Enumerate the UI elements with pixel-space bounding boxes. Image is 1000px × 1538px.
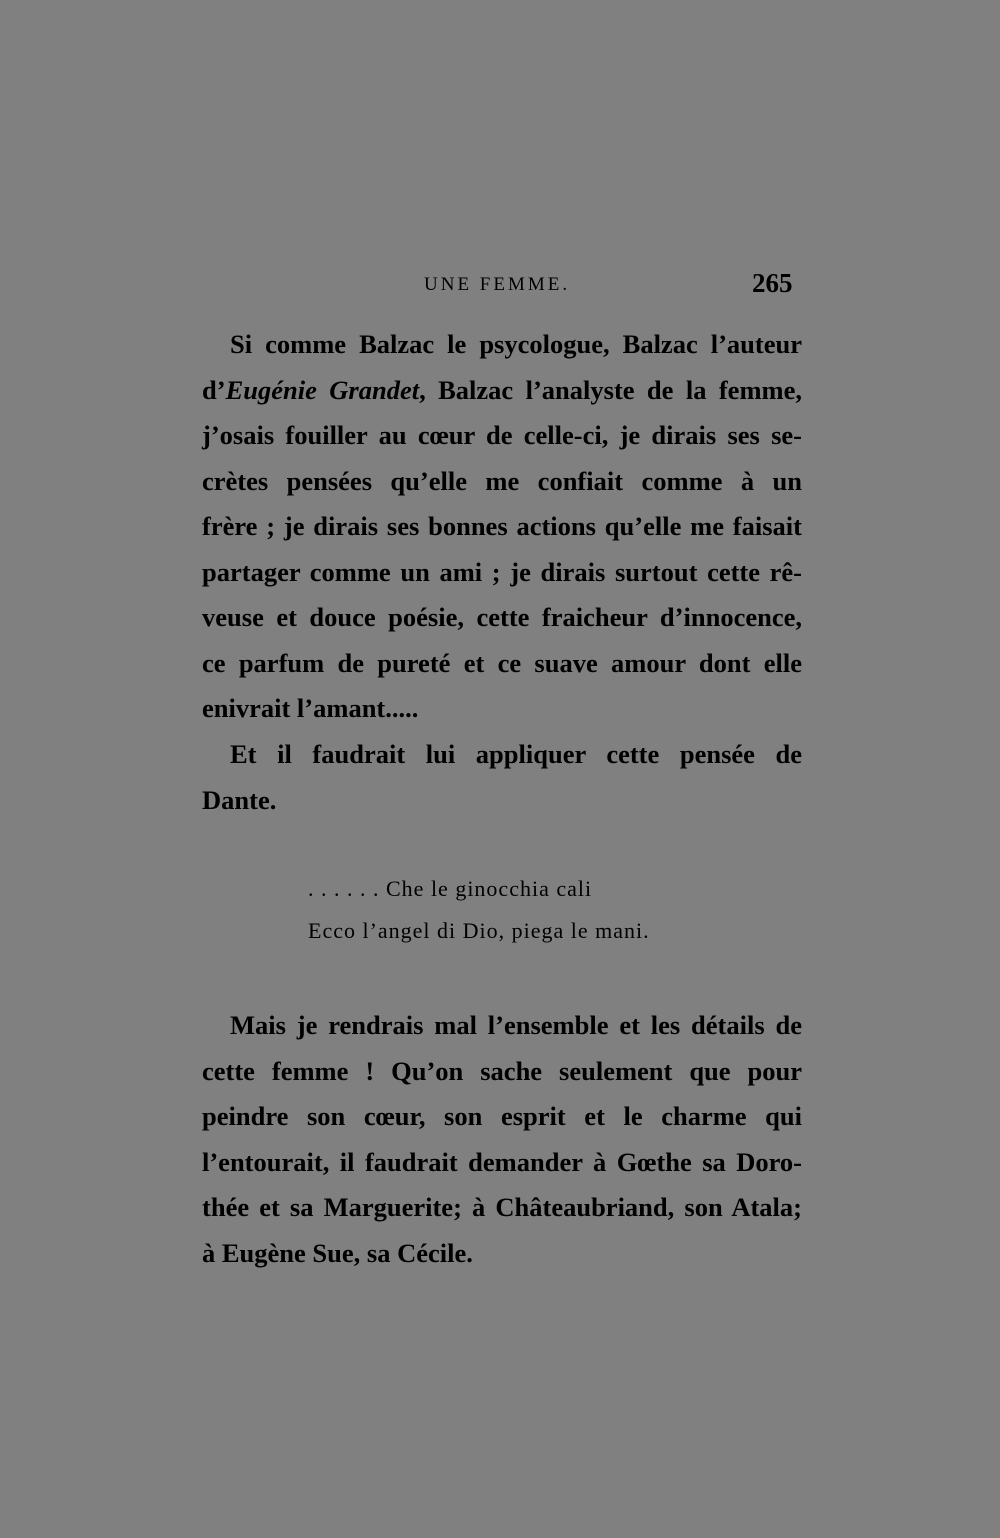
paragraph-line: crètes pensées qu’elle me confiait comme à un [202,465,802,496]
paragraph-line: Mais je rendrais mal l’ensemble et les détails de [230,1010,802,1040]
paragraph-line: enivrait l’amant..... [202,693,419,723]
page-number: 265 [752,268,793,298]
paragraph-2 [202,732,802,823]
paragraph-3 [202,1003,802,1276]
paragraph-line: l’entourait, il faudrait demander à Gœthe sa Doro- [202,1146,802,1177]
paragraph-line: ce parfum de pureté et ce suave amour dont elle [202,647,802,678]
paragraph-1 [202,322,802,732]
paragraph-line: Et il faudrait lui appliquer cette pensée de [230,739,802,769]
paragraph-line: cette femme ! Qu’on sache seulement que pour [202,1055,802,1086]
running-head [0,268,1000,308]
book-title-italic: Eugénie Grandet [225,374,420,405]
verse-line: Ecco l’angel di Dio, piega le mani. [308,918,650,943]
paragraph-line: j’osais fouiller au cœur de celle-ci, je dirais ses se- [202,420,802,450]
paragraph-line: Dante. [202,784,277,815]
paragraph-line [202,368,802,414]
text-fragment: , Balzac l’analyste de la femme, [419,374,802,405]
verse-quotation [0,868,1000,952]
paragraph-line: peindre son cœur, son esprit et le charme qui [202,1101,802,1131]
paragraph-line: Si comme Balzac le psycologue, Balzac l’auteur [230,329,802,359]
paragraph-line: frère ; je dirais ses bonnes actions qu’elle me faisait [202,511,802,541]
paragraph-line: thée et sa Marguerite; à Châteaubriand, son Atala; [202,1192,802,1222]
paragraph-line: à Eugène Sue, sa Cécile. [202,1237,473,1268]
text-fragment: d’ [202,374,226,405]
running-title: UNE FEMME. [424,274,571,295]
paragraph-line: partager comme un ami ; je dirais surtout cette rê- [202,556,802,587]
verse-line: . . . . . . Che le ginocchia cali [308,876,593,901]
paragraph-line: veuse et douce poésie, cette fraicheur d’innocence, [202,602,802,632]
